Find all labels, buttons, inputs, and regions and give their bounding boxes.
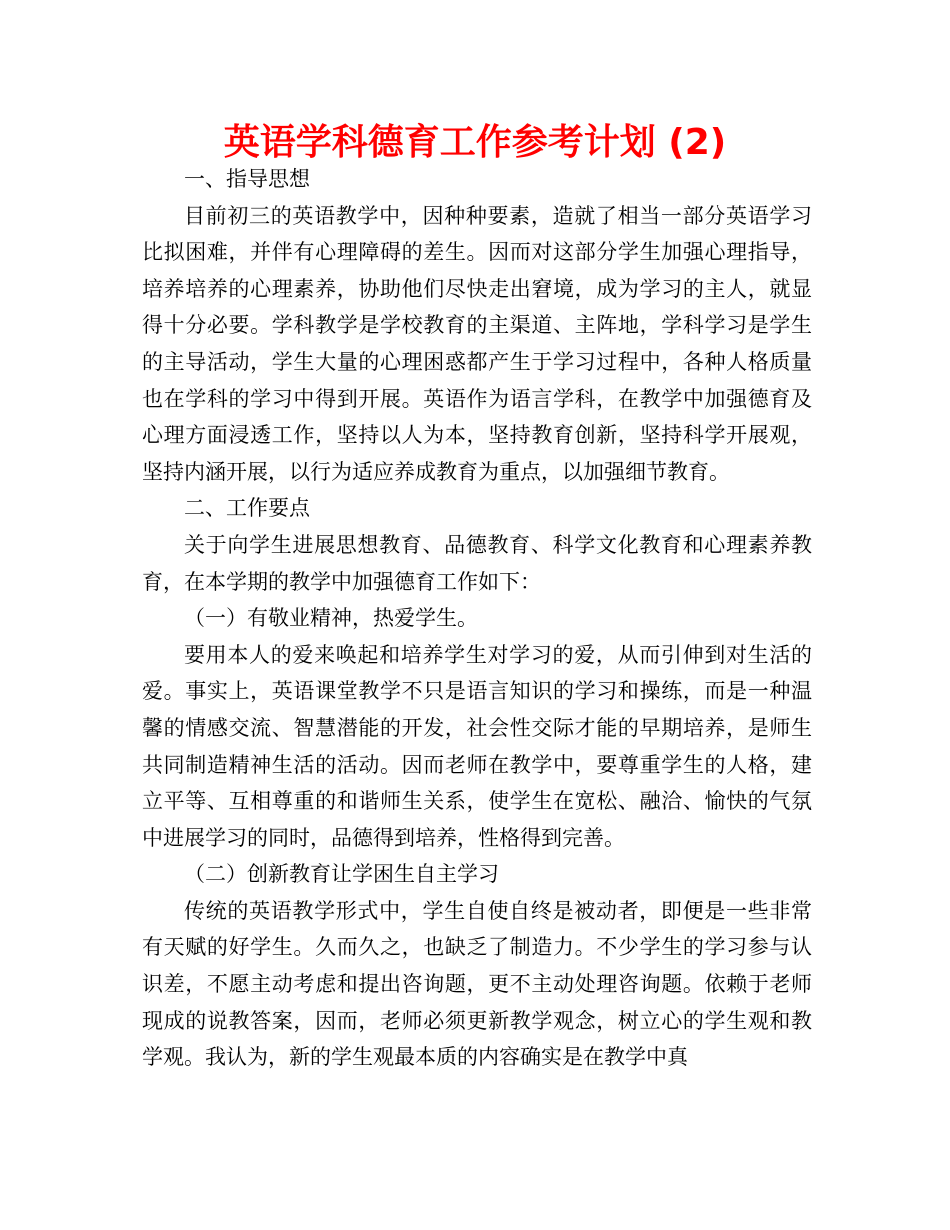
subheading-dedication: （一）有敬业精神，热爱学生。 [184, 606, 478, 631]
paragraph-innovation: 传统的英语教学形式中，学生自使自终是被动者，即便是一些非常有天赋的好学生。久而久之，也缺乏了制造力。不少学生的学习参与认识差，不愿主动考虑和提出咨询题，更不主动处理咨询题。依赖于老师现成的说教答案，因而，老师必须更新教学观念，树立心的学生观和教学观。我认为，新的学生观最本质的内容确实是在教学中真 [142, 898, 812, 1070]
section-heading-guiding-thought: 一、指导思想 [184, 167, 310, 191]
document-title: 英语学科德育工作参考计划 (2) [223, 122, 727, 163]
paragraph-dedication: 要用本人的爱来唤起和培养学生对学习的爱，从而引伸到对生活的爱。事实上，英语课堂教学不只是语言知识的学习和操练，而是一种温馨的情感交流、智慧潜能的开发，社会性交际才能的早期培养，是师生共同制造精神生活的活动。因而老师在教学中，要尊重学生的人格，建立平等、互相尊重的和谐师生关系，使学生在宽松、融洽、愉快的气氛中进展学习的同时，品德得到培养，性格得到完善。 [142, 642, 812, 850]
paragraph-work-points-intro: 关于向学生进展思想教育、品德教育、科学文化教育和心理素养教育，在本学期的教学中加强德育工作如下： [142, 532, 812, 594]
section-heading-work-points: 二、工作要点 [184, 496, 310, 521]
subheading-innovation: （二）创新教育让学困生自主学习 [184, 862, 499, 887]
document-body [142, 161, 812, 1076]
paragraph-guiding-thought: 目前初三的英语教学中，因种种要素，造就了相当一部分英语学习比拟困难，并伴有心理障碍的差生。因而对这部分学生加强心理指导，培养培养的心理素养，协助他们尽快走出窘境，成为学习的主人，就显得十分必要。学科教学是学校教育的主渠道、主阵地，学科学习是学生的主导活动，学生大量的心理困惑都产生于学习过程中，各种人格质量也在学科的学习中得到开展。英语作为语言学科，在教学中加强德育及心理方面浸透工作，坚持以人为本，坚持教育创新，坚持科学开展观，坚持内涵开展，以行为适应养成教育为重点，以加强细节教育。 [142, 203, 812, 484]
